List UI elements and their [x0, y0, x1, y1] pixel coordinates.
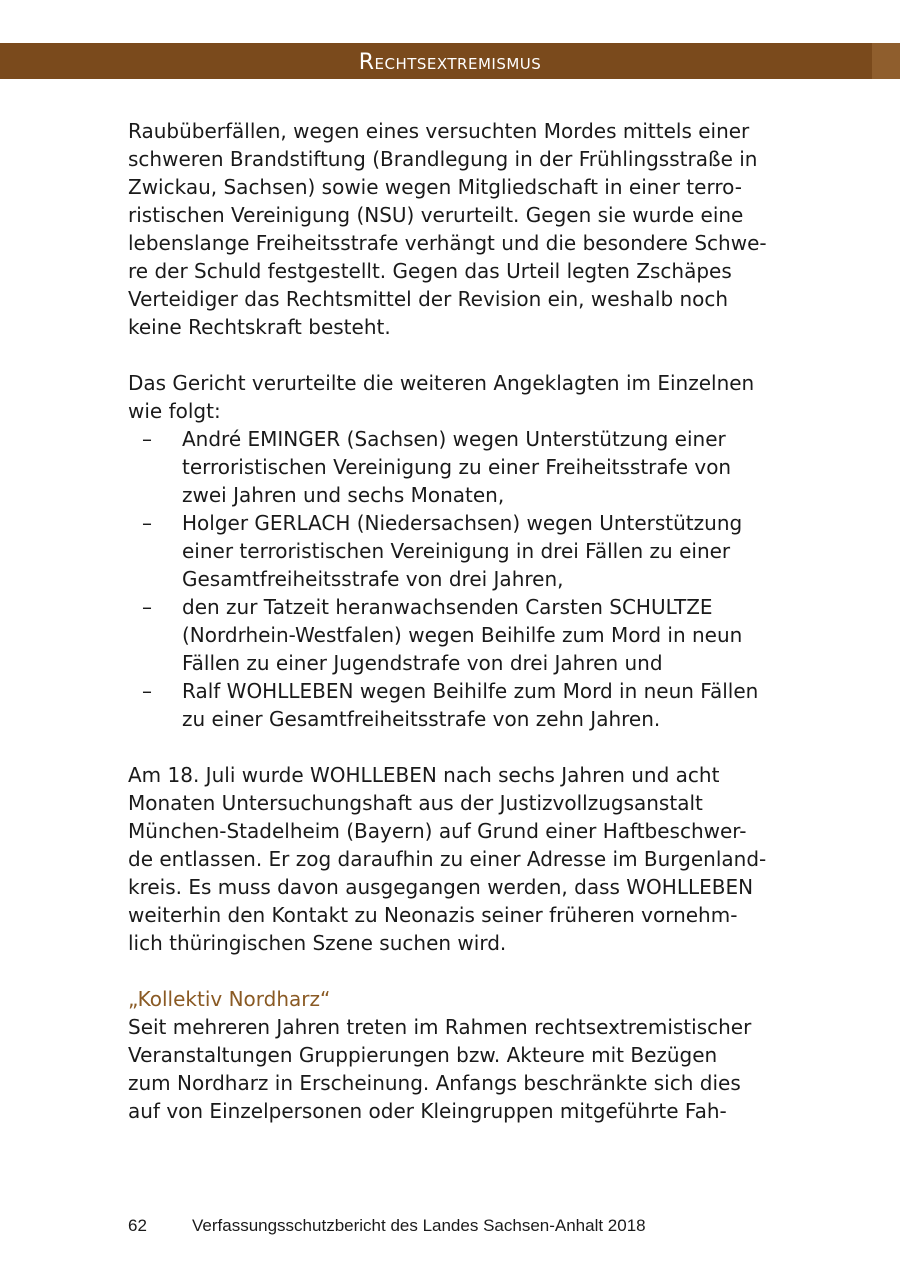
dash-bullet: – [142, 679, 152, 703]
list-item [128, 509, 788, 593]
page-body [128, 117, 788, 1125]
text-line: Verteidiger das Rechtsmittel der Revision ein, weshalb noch [128, 287, 729, 311]
text-line: Ralf WOHLLEBEN wegen Beihilfe zum Mord in neun Fällen [182, 679, 759, 703]
section-title: Rechtsextremismus [358, 50, 542, 75]
dash-bullet: – [142, 595, 152, 619]
subheading-kollektiv-nordharz: „Kollektiv Nordharz“ [128, 987, 331, 1011]
text-line: weiterhin den Kontakt zu Neonazis seiner früheren vornehm- [128, 903, 738, 927]
text-line: den zur Tatzeit heranwachsenden Carsten SCHULTZE [182, 595, 713, 619]
text-line: wie folgt: [128, 399, 221, 423]
text-line: André EMINGER (Sachsen) wegen Unterstützung einer [182, 427, 726, 451]
verdict-list [128, 425, 788, 733]
page-number: 62 [128, 1216, 147, 1235]
paragraph-1 [128, 117, 788, 341]
paragraph-2 [128, 369, 788, 425]
list-item [128, 677, 788, 733]
text-line: zwei Jahren und sechs Monaten, [182, 483, 505, 507]
list-item [128, 593, 788, 677]
text-line: Zwickau, Sachsen) sowie wegen Mitgliedschaft in einer terro- [128, 175, 742, 199]
paragraph-3 [128, 761, 788, 957]
paragraph-spacer [128, 341, 788, 369]
list-item [128, 425, 788, 509]
text-line: Holger GERLACH (Niedersachsen) wegen Unterstützung [182, 511, 743, 535]
text-line: re der Schuld festgestellt. Gegen das Urteil legten Zschäpes [128, 259, 732, 283]
publication-title: Verfassungsschutzbericht des Landes Sachsen-Anhalt 2018 [192, 1216, 646, 1235]
text-line: ristischen Vereinigung (NSU) verurteilt. Gegen sie wurde eine [128, 203, 744, 227]
text-line: Gesamtfreiheitsstrafe von drei Jahren, [182, 567, 564, 591]
text-line: keine Rechtskraft besteht. [128, 315, 391, 339]
text-line: Das Gericht verurteilte die weiteren Angeklagten im Einzelnen [128, 371, 755, 395]
text-line: auf von Einzelpersonen oder Kleingruppen mitgeführte Fah- [128, 1099, 727, 1123]
text-line: einer terroristischen Vereinigung in drei Fällen zu einer [182, 539, 731, 563]
paragraph-spacer [128, 957, 788, 985]
text-line: Am 18. Juli wurde WOHLLEBEN nach sechs Jahren und acht [128, 763, 720, 787]
text-line: Monaten Untersuchungshaft aus der Justizvollzugsanstalt [128, 791, 703, 815]
text-line: Raubüberfällen, wegen eines versuchten Mordes mittels einer [128, 119, 750, 143]
text-line: (Nordrhein-Westfalen) wegen Beihilfe zum Mord in neun [182, 623, 743, 647]
section-header-band [0, 43, 900, 79]
dash-bullet: – [142, 511, 152, 535]
text-line: lich thüringischen Szene suchen wird. [128, 931, 507, 955]
text-line: lebenslange Freiheitsstrafe verhängt und die besondere Schwe- [128, 231, 767, 255]
text-line: zu einer Gesamtfreiheitsstrafe von zehn Jahren. [182, 707, 661, 731]
text-line: Veranstaltungen Gruppierungen bzw. Akteure mit Bezügen [128, 1043, 718, 1067]
paragraph-4 [128, 1013, 788, 1125]
text-line: schweren Brandstiftung (Brandlegung in der Frühlingsstraße in [128, 147, 758, 171]
dash-bullet: – [142, 427, 152, 451]
text-line: terroristischen Vereinigung zu einer Freiheitsstrafe von [182, 455, 732, 479]
text-line: Seit mehreren Jahren treten im Rahmen rechtsextremistischer [128, 1015, 752, 1039]
text-line: kreis. Es muss davon ausgegangen werden, dass WOHLLEBEN [128, 875, 754, 899]
text-line: München-Stadelheim (Bayern) auf Grund einer Haftbeschwer- [128, 819, 747, 843]
paragraph-spacer [128, 733, 788, 761]
text-line: de entlassen. Er zog daraufhin zu einer Adresse im Burgenland- [128, 847, 767, 871]
text-line: zum Nordharz in Erscheinung. Anfangs beschränkte sich dies [128, 1071, 741, 1095]
page-footer [128, 1216, 646, 1236]
text-line: Fällen zu einer Jugendstrafe von drei Jahren und [182, 651, 663, 675]
